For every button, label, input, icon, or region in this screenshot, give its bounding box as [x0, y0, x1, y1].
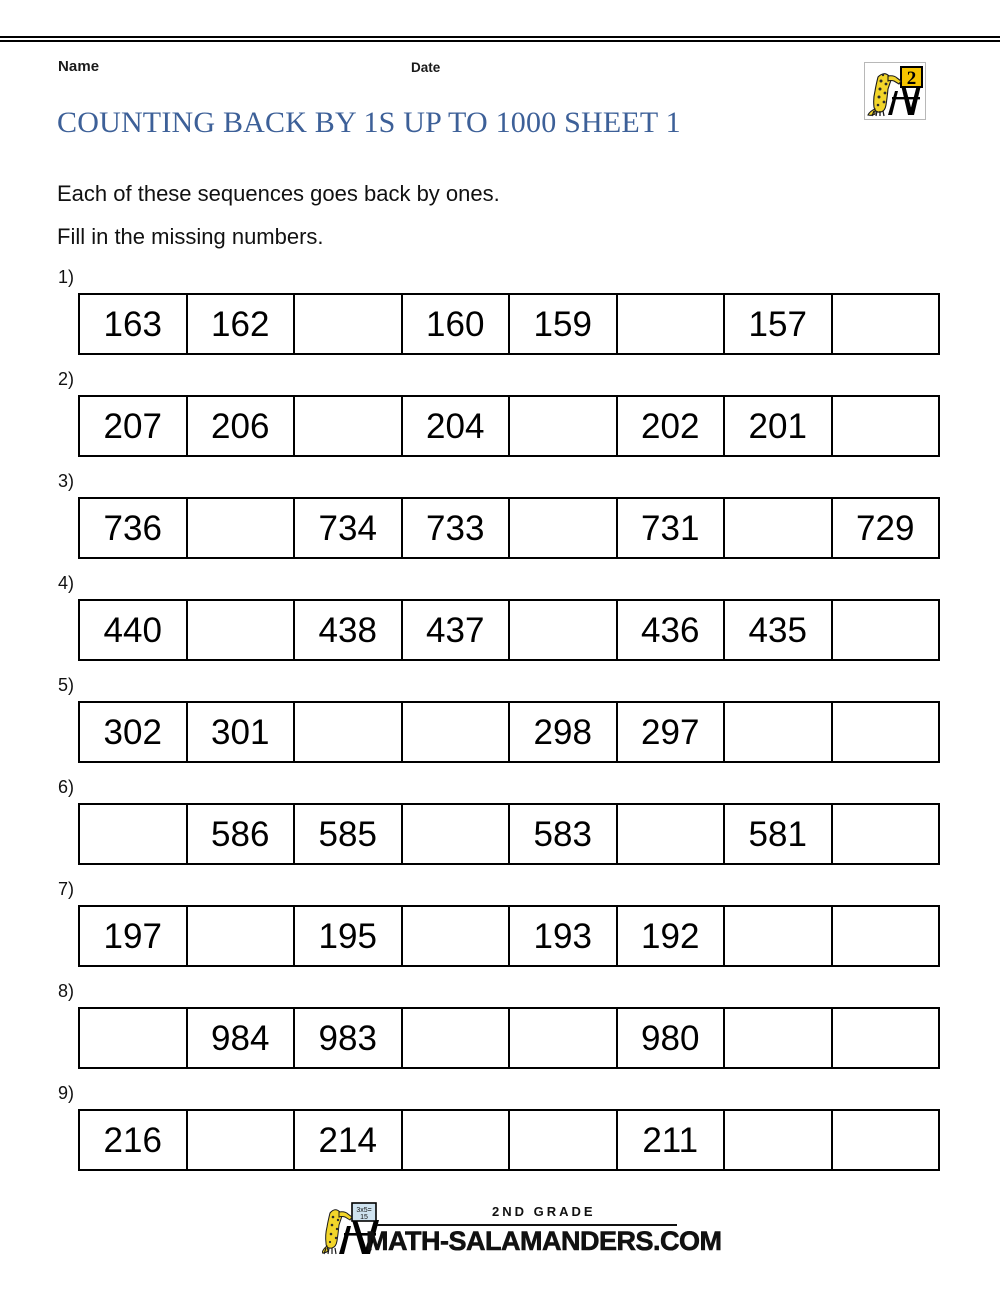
sequence-cell-filled: 302	[79, 702, 187, 762]
sequence-cell-filled: 214	[294, 1110, 402, 1170]
footer-domain-label: MATH-SALAMANDERS.COM	[366, 1226, 722, 1256]
sequence-cell-filled: 162	[187, 294, 295, 354]
sequence-cell-filled: 195	[294, 906, 402, 966]
sequence-cell-filled: 585	[294, 804, 402, 864]
sequence-cell-filled: 435	[724, 600, 832, 660]
sequence-cell-blank[interactable]	[832, 804, 940, 864]
sequence-cell-blank[interactable]	[294, 702, 402, 762]
sequence-cell-filled: 734	[294, 498, 402, 558]
sequence-cell-filled: 204	[402, 396, 510, 456]
page-top-rule	[0, 36, 1000, 42]
sequence-cell-filled: 729	[832, 498, 940, 558]
page-footer	[0, 1196, 1000, 1260]
sequence-cell-blank[interactable]	[79, 804, 187, 864]
table-row	[79, 396, 939, 456]
sequence-table	[78, 701, 940, 763]
sequence-cell-filled: 440	[79, 600, 187, 660]
question-number: 6)	[58, 777, 75, 797]
page-title: COUNTING BACK BY 1S UP TO 1000 SHEET 1	[57, 106, 681, 139]
svg-text:3x5=: 3x5=	[356, 1207, 372, 1214]
sequence-cell-blank[interactable]	[724, 906, 832, 966]
question-block	[0, 574, 1000, 676]
question-number: 4)	[58, 573, 75, 593]
sequence-cell-filled: 157	[724, 294, 832, 354]
question-number: 2)	[58, 369, 75, 389]
sequence-cell-blank[interactable]	[294, 294, 402, 354]
sequence-table	[78, 1007, 940, 1069]
table-row	[79, 294, 939, 354]
sequence-cell-blank[interactable]	[832, 1110, 940, 1170]
question-block	[0, 880, 1000, 982]
sequence-cell-filled: 437	[402, 600, 510, 660]
sequence-cell-filled: 586	[187, 804, 295, 864]
sequence-cell-filled: 298	[509, 702, 617, 762]
grade-badge	[864, 62, 926, 120]
sequence-cell-blank[interactable]	[294, 396, 402, 456]
sequence-cell-filled: 159	[509, 294, 617, 354]
sequence-cell-blank[interactable]	[832, 396, 940, 456]
sequence-cell-filled: 163	[79, 294, 187, 354]
sequence-cell-blank[interactable]	[402, 1110, 510, 1170]
sequence-cell-filled: 160	[402, 294, 510, 354]
sequence-cell-filled: 193	[509, 906, 617, 966]
footer-grade-label: 2ND GRADE	[492, 1204, 596, 1219]
sequence-cell-blank[interactable]	[402, 804, 510, 864]
sequence-cell-blank[interactable]	[832, 1008, 940, 1068]
question-block	[0, 982, 1000, 1084]
questions-list	[0, 268, 1000, 1186]
sequence-cell-filled: 436	[617, 600, 725, 660]
sequence-cell-blank[interactable]	[724, 498, 832, 558]
svg-text:15: 15	[360, 1214, 368, 1221]
sequence-cell-blank[interactable]	[832, 294, 940, 354]
sequence-cell-filled: 297	[617, 702, 725, 762]
sequence-cell-blank[interactable]	[617, 804, 725, 864]
sequence-cell-blank[interactable]	[509, 1008, 617, 1068]
instructions	[57, 172, 857, 258]
question-block	[0, 472, 1000, 574]
sequence-cell-blank[interactable]	[509, 498, 617, 558]
sequence-table	[78, 497, 940, 559]
sequence-cell-blank[interactable]	[187, 1110, 295, 1170]
question-block	[0, 676, 1000, 778]
sequence-cell-filled: 301	[187, 702, 295, 762]
sequence-table	[78, 395, 940, 457]
sequence-cell-blank[interactable]	[509, 396, 617, 456]
sequence-cell-blank[interactable]	[832, 702, 940, 762]
svg-text:2: 2	[906, 68, 917, 89]
sequence-cell-filled: 207	[79, 396, 187, 456]
instruction-line-1: Each of these sequences goes back by ones.	[57, 181, 500, 206]
sequence-cell-blank[interactable]	[832, 906, 940, 966]
sequence-cell-filled: 581	[724, 804, 832, 864]
sequence-cell-filled: 201	[724, 396, 832, 456]
table-row	[79, 498, 939, 558]
sequence-cell-blank[interactable]	[509, 600, 617, 660]
sequence-cell-filled: 983	[294, 1008, 402, 1068]
sequence-cell-filled: 211	[617, 1110, 725, 1170]
sequence-cell-filled: 202	[617, 396, 725, 456]
sequence-cell-blank[interactable]	[832, 600, 940, 660]
question-number: 5)	[58, 675, 75, 695]
top-rule-line-lower	[0, 40, 1000, 42]
table-row	[79, 804, 939, 864]
sequence-cell-blank[interactable]	[79, 1008, 187, 1068]
table-row	[79, 1008, 939, 1068]
sequence-cell-blank[interactable]	[187, 498, 295, 558]
date-label: Date	[411, 60, 441, 75]
sequence-cell-filled: 583	[509, 804, 617, 864]
sequence-cell-filled: 438	[294, 600, 402, 660]
sequence-cell-blank[interactable]	[402, 1008, 510, 1068]
sequence-cell-blank[interactable]	[724, 1008, 832, 1068]
table-row	[79, 600, 939, 660]
question-block	[0, 268, 1000, 370]
worksheet-header	[0, 58, 1000, 84]
question-number: 8)	[58, 981, 75, 1001]
question-number: 7)	[58, 879, 75, 899]
sequence-cell-filled: 980	[617, 1008, 725, 1068]
sequence-cell-blank[interactable]	[509, 1110, 617, 1170]
sequence-cell-filled: 206	[187, 396, 295, 456]
question-block	[0, 1084, 1000, 1186]
name-label: Name	[58, 58, 100, 75]
sequence-table	[78, 905, 940, 967]
sequence-table	[78, 599, 940, 661]
sequence-cell-blank[interactable]	[724, 702, 832, 762]
salamander-grade-2-logo-icon	[865, 63, 925, 119]
question-number: 9)	[58, 1083, 75, 1103]
sequence-cell-blank[interactable]	[402, 702, 510, 762]
question-number: 1)	[58, 267, 75, 287]
sequence-cell-blank[interactable]	[617, 294, 725, 354]
question-block	[0, 370, 1000, 472]
top-rule-line-upper	[0, 36, 1000, 38]
question-block	[0, 778, 1000, 880]
question-number: 3)	[58, 471, 75, 491]
sequence-cell-filled: 733	[402, 498, 510, 558]
sequence-cell-filled: 216	[79, 1110, 187, 1170]
sequence-cell-blank[interactable]	[187, 600, 295, 660]
sequence-table	[78, 293, 940, 355]
instruction-line-2: Fill in the missing numbers.	[57, 224, 324, 249]
sequence-cell-filled: 197	[79, 906, 187, 966]
sequence-cell-filled: 731	[617, 498, 725, 558]
table-row	[79, 1110, 939, 1170]
table-row	[79, 702, 939, 762]
sequence-cell-filled: 736	[79, 498, 187, 558]
sequence-table	[78, 1109, 940, 1171]
sequence-cell-blank[interactable]	[724, 1110, 832, 1170]
sequence-cell-filled: 984	[187, 1008, 295, 1068]
sequence-cell-blank[interactable]	[187, 906, 295, 966]
sequence-cell-filled: 192	[617, 906, 725, 966]
sequence-table	[78, 803, 940, 865]
table-row	[79, 906, 939, 966]
sequence-cell-blank[interactable]	[402, 906, 510, 966]
